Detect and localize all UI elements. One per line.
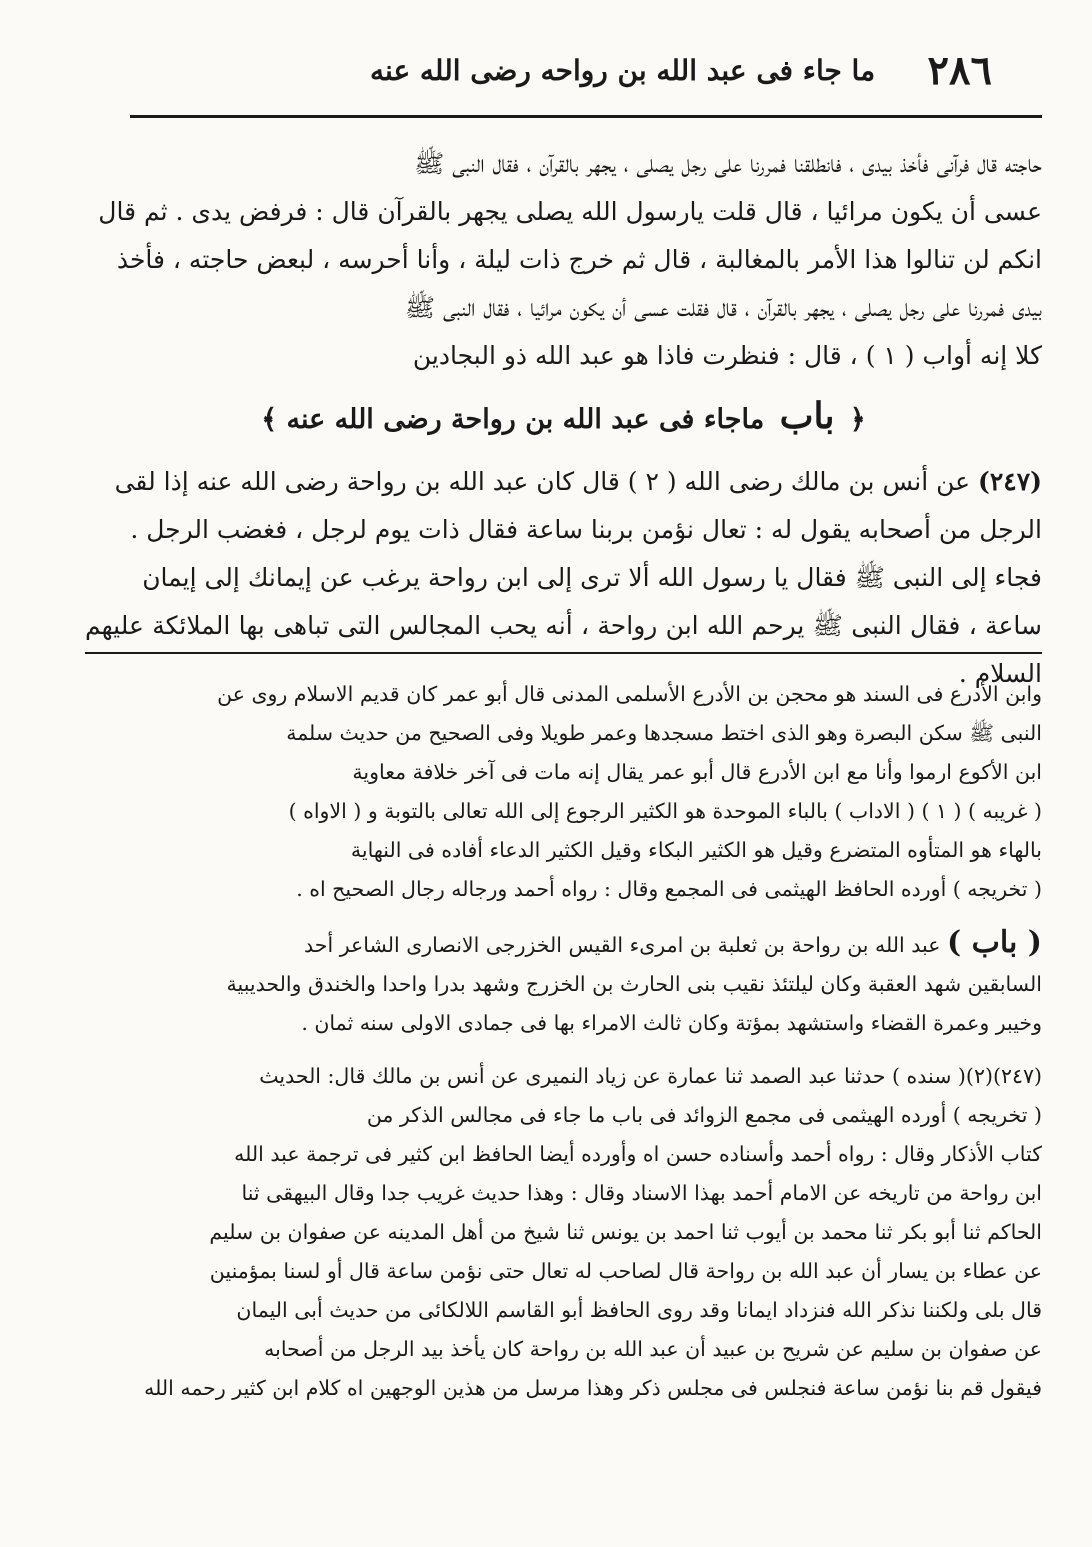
text-line: حاجته قال فرآنى فأخذ بيدى ، فانطلقنا فمررنا على رجل يصلى ، يجهر بالقرآن ، فقال النبى ﷺ — [414, 149, 1042, 178]
chapter-title: ماجاء فى عبد الله بن رواحة رضى الله عنه — [286, 404, 765, 435]
text-line: عن أنس بن مالك رضى الله ( ٢ ) قال كان عبد الله بن رواحة رضى الله عنه إذا لقى — [114, 467, 971, 496]
footnote-line: بالهاء هو المتأوه المتضرع وقيل هو الكثير البكاء وقيل الكثير الدعاء أفاده فى النهاية — [350, 838, 1042, 862]
footnote-block-bab — [75, 923, 1042, 1043]
page-number: ٢٨٦ — [927, 46, 992, 94]
footnote-line: الحاكم ثنا أبو بكر ثنا محمد بن أيوب ثنا احمد بن يونس ثنا شيخ من أهل المدينه عن صفوان بن سليم — [209, 1220, 1042, 1244]
footnote-bab-first-line — [75, 923, 1042, 965]
text-line: الرجل من أصحابه يقول له : تعال نؤمن بربنا ساعة فقال ذات يوم لرجل ، فغضب الرجل . — [130, 515, 1042, 544]
text-line: فجاء إلى النبى ﷺ فقال يا رسول الله ألا ترى إلى ابن رواحة يرغب عن إيمانك إلى إيمان — [142, 563, 1042, 592]
footnote-line: وخيبر وعمرة القضاء واستشهد بمؤتة وكان ثالث الامراء بها فى جمادى الاولى سنه ثمان . — [301, 1011, 1042, 1035]
main-text — [85, 140, 1042, 698]
footnote-line: ابن رواحة من تاريخه عن الامام أحمد بهذا الاسناد وقال : وهذا حديث غريب جدا وقال البيهقى ثنا — [241, 1181, 1042, 1205]
footnote-line: ( تخريجه ) أورده الهيثمى فى مجمع الزوائد فى باب ما جاء فى مجالس الذكر من — [366, 1103, 1042, 1127]
text-line: انكم لن تنالوا هذا الأمر بالمغالبة ، قال ثم خرج ذات ليلة ، وأنا أحرسه ، لبعض حاجته ، فأخذ — [116, 245, 1042, 274]
text-line: ساعة ، فقال النبى ﷺ يرحم الله ابن رواحة ، أنه يحب المجالس التى تباهى بها الملائكة عليهم السلام . — [85, 611, 1042, 688]
footnote-block-2 — [75, 1057, 1042, 1408]
footnote-line: وابن الأدرع فى السند هو محجن بن الأدرع الأسلمى المدنى قال أبو عمر كان قديم الاسلام روى عن — [217, 682, 1042, 706]
footnote-line: عن عطاء بن يسار أن عبد الله بن رواحة قال لصاحب له تعال حتى نؤمن ساعة قال أو لسنا بمؤمنين — [209, 1259, 1042, 1283]
text-line: عسى أن يكون مرائيا ، قال قلت يارسول الله يصلى يجهر بالقرآن قال : فرفض يدى . ثم قال — [98, 197, 1042, 226]
header-rule — [130, 115, 1042, 118]
footnote-line: كتاب الأذكار وقال : رواه أحمد وأسناده حسن اه وأورده أيضا الحافظ ابن كثير فى ترجمة عبد الله — [234, 1142, 1042, 1166]
footnote-separator — [85, 652, 1042, 654]
footnote-line: (٢٤٧)(٢)( سنده ) حدثنا عبد الصمد ثنا عمارة عن زياد النميرى عن أنس بن مالك قال: الحديث — [259, 1064, 1042, 1088]
footnote-line: النبى ﷺ سكن البصرة وهو الذى اختط مسجدها وعمر طويلا وفى الصحيح من حديث سلمة — [286, 721, 1042, 745]
hadith-first-line — [85, 458, 1042, 506]
footnote-line: ابن الأكوع ارموا وأنا مع ابن الأدرع قال أبو عمر يقال إنه مات فى آخر خلافة معاوية — [352, 760, 1042, 784]
footnote-line: قال بلى ولكننا نذكر الله فنزداد ايمانا وقد روى الحافظ أبو القاسم اللالكائى من حديث أبى اليمان — [236, 1298, 1042, 1322]
footnotes — [75, 675, 1042, 1422]
text-line: بيدى فمررنا على رجل يصلى ، يجهر بالقرآن ، قال فقلت عسى أن يكون مرائيا ، فقال النبى ﷺ — [404, 293, 1042, 322]
running-title: ما جاء فى عبد الله بن رواحه رضى الله عنه — [370, 53, 876, 87]
chapter-bab-label: باب — [779, 395, 835, 437]
footnote-line: عبد الله بن رواحة بن ثعلبة بن امرىء القيس الخزرجى الانصارى الشاعر أحد — [304, 933, 941, 957]
footnote-line: عن صفوان بن سليم عن شريح بن عبيد أن عبد الله بن رواحة كان يأخذ بيد الرجل من أصحابه — [264, 1337, 1042, 1361]
footnote-line: ( غريبه ) ( ١ ) ( الاداب ) بالباء الموحدة هو الكثير الرجوع إلى الله تعالى بالتوبة و ( الاواه ) — [288, 799, 1042, 823]
chapter-heading: ﴿ باب ماجاء فى عبد الله بن رواحة رضى الله عنه ﴾ — [261, 395, 866, 437]
footnote-line: ( تخريجه ) أورده الحافظ الهيثمى فى المجمع وقال : رواه أحمد ورجاله رجال الصحيح اه . — [296, 877, 1042, 901]
footnote-line: فيقول قم بنا نؤمن ساعة فنجلس فى مجلس ذكر وهذا مرسل من هذين الوجهين اه كلام ابن كثير رحمه الله — [144, 1376, 1042, 1400]
hadith-number: (٢٤٧) — [978, 467, 1042, 496]
page-header — [120, 40, 992, 100]
footnote-block-1 — [75, 675, 1042, 909]
text-line: كلا إنه أواب ( ١ ) ، قال : فنظرت فاذا هو عبد الله ذو البجادين — [412, 341, 1042, 370]
footnote-line: السابقين شهد العقبة وكان ليلتئذ نقيب بنى الحارث بن الخزرج وشهد بدرا واحدا والخندق والحديبية — [226, 972, 1042, 996]
footnote-bab-label: ( باب ) — [946, 925, 1042, 960]
